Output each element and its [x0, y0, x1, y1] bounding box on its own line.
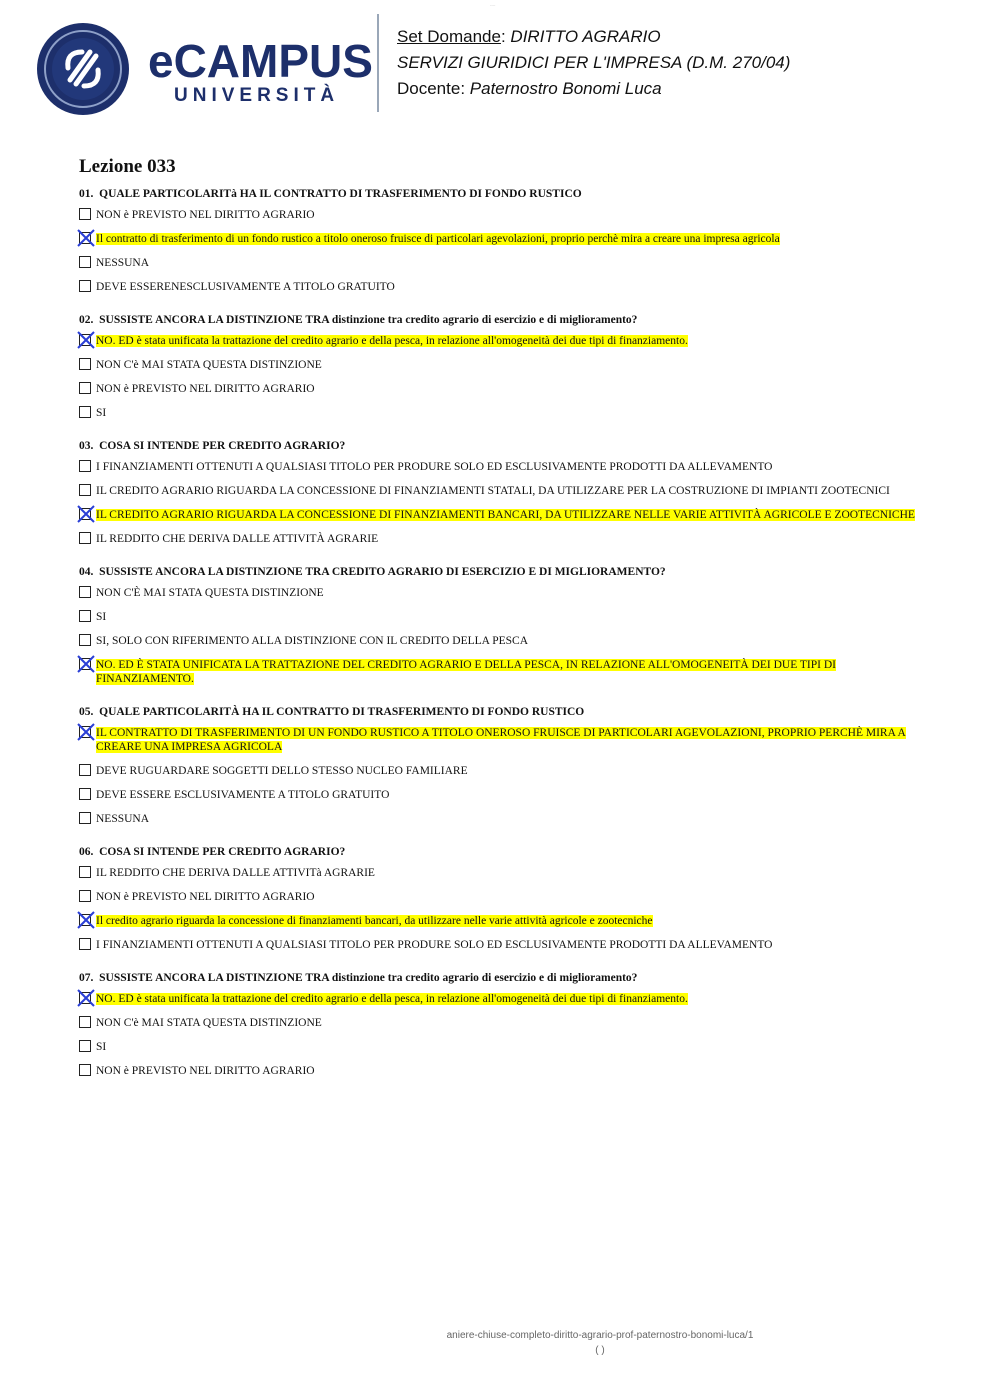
checked-x-icon: [76, 722, 96, 742]
answer-text: IL REDDITO CHE DERIVA DALLE ATTIVITÀ AGRARIE: [96, 533, 379, 545]
checkbox[interactable]: [79, 1040, 91, 1052]
question-title: [79, 846, 919, 858]
selected-answer-text: Il contratto di trasferimento di un fondo rustico a titolo oneroso fruisce di particolari agevolazioni, proprio perchè mira a creare una impresa agricola: [96, 233, 780, 245]
checkbox[interactable]: [79, 866, 91, 878]
checkbox[interactable]: [79, 634, 91, 646]
checkbox[interactable]: [79, 382, 91, 394]
course-info: [397, 24, 790, 102]
question-text: SUSSISTE ANCORA LA DISTINZIONE TRA distinzione tra credito agrario di esercizio e di miglioramento?: [99, 314, 638, 326]
logo-main-text: eCAMPUS: [148, 35, 373, 87]
selected-answer-text: Il credito agrario riguarda la concessione di finanziamenti bancari, da utilizzare nelle varie attività agricole e zootecniche: [96, 915, 653, 927]
question-block: [79, 188, 919, 294]
question-number: 03.: [79, 440, 94, 452]
answer-text: SI: [96, 407, 107, 419]
question-text: COSA SI INTENDE PER CREDITO AGRARIO?: [99, 440, 346, 452]
answer-option[interactable]: [79, 460, 919, 474]
answer-text: NON è PREVISTO NEL DIRITTO AGRARIO: [96, 891, 315, 903]
question-text: COSA SI INTENDE PER CREDITO AGRARIO?: [99, 846, 346, 858]
answer-option[interactable]: [79, 484, 919, 498]
question-title: [79, 972, 919, 984]
answer-option[interactable]: [79, 280, 919, 294]
question-title: [79, 188, 919, 200]
question-block: [79, 314, 919, 420]
question-title: [79, 314, 919, 326]
set-value: DIRITTO AGRARIO: [510, 27, 661, 46]
checkbox[interactable]: [79, 460, 91, 472]
checked-x-icon: [76, 330, 96, 350]
checked-x-icon: [76, 988, 96, 1008]
answer-option[interactable]: [79, 586, 919, 600]
set-separator: :: [500, 27, 506, 46]
question-number: 02.: [79, 314, 94, 326]
checkbox[interactable]: [79, 532, 91, 544]
answer-text: DEVE ESSERE ESCLUSIVAMENTE A TITOLO GRATUITO: [96, 789, 390, 801]
selected-answer-text: IL CREDITO AGRARIO RIGUARDA LA CONCESSIONE DI FINANZIAMENTI BANCARI, DA UTILIZZARE NELLE VARIE ATTIVITÀ AGRICOLE E ZOOTECNICHE: [96, 509, 915, 521]
checkbox[interactable]: [79, 406, 91, 418]
answer-option[interactable]: [79, 890, 919, 904]
answer-option[interactable]: [79, 634, 919, 648]
answer-text: NESSUNA: [96, 257, 150, 269]
answer-text: NON è PREVISTO NEL DIRITTO AGRARIO: [96, 209, 315, 221]
checked-x-icon: [76, 910, 96, 930]
answer-option[interactable]: [79, 1040, 919, 1054]
checkbox[interactable]: [79, 280, 91, 292]
question-title: [79, 440, 919, 452]
checked-x-icon: [76, 504, 96, 524]
question-text: QUALE PARTICOLARITà HA IL CONTRATTO DI TRASFERIMENTO DI FONDO RUSTICO: [99, 188, 582, 200]
answer-text: NON è PREVISTO NEL DIRITTO AGRARIO: [96, 1065, 315, 1077]
answer-option[interactable]: [79, 532, 919, 546]
checkbox[interactable]: [79, 938, 91, 950]
page-header: [0, 0, 1000, 120]
question-number: 04.: [79, 566, 94, 578]
teacher-label: Docente:: [397, 79, 466, 98]
answer-text: NON C'è MAI STATA QUESTA DISTINZIONE: [96, 1017, 322, 1029]
answer-text: DEVE ESSERENESCLUSIVAMENTE A TITOLO GRATUITO: [96, 281, 395, 293]
answer-text: I FINANZIAMENTI OTTENUTI A QUALSIASI TITOLO PER PRODURE SOLO ED ESCLUSIVAMENTE PRODOTTI DA ALLEVAMENTO: [96, 939, 773, 951]
page-footer: [380, 1328, 820, 1358]
answer-text: IL REDDITO CHE DERIVA DALLE ATTIVITà AGRARIE: [96, 867, 375, 879]
checkbox[interactable]: [79, 484, 91, 496]
answer-option[interactable]: [79, 208, 919, 222]
answer-text: SI, SOLO CON RIFERIMENTO ALLA DISTINZIONE CON IL CREDITO DELLA PESCA: [96, 635, 528, 647]
answer-text: NESSUNA: [96, 813, 150, 825]
answer-option[interactable]: [79, 812, 919, 826]
checkbox[interactable]: [79, 788, 91, 800]
question-number: 07.: [79, 972, 94, 984]
selected-answer-text: NO. ED è stata unificata la trattazione del credito agrario e della pesca, in relazione all'omogeneità dei due tipi di finanziamento.: [96, 993, 688, 1005]
question-text: QUALE PARTICOLARITÀ HA IL CONTRATTO DI TRASFERIMENTO DI FONDO RUSTICO: [99, 706, 585, 718]
checkbox[interactable]: [79, 1016, 91, 1028]
question-number: 05.: [79, 706, 94, 718]
checkbox[interactable]: [79, 358, 91, 370]
answer-option[interactable]: [79, 938, 919, 952]
answer-option[interactable]: [79, 406, 919, 420]
question-number: 06.: [79, 846, 94, 858]
answer-option[interactable]: [79, 1016, 919, 1030]
selected-answer-text: IL CONTRATTO DI TRASFERIMENTO DI UN FONDO RUSTICO A TITOLO ONEROSO FRUISCE DI PARTICOLARI AGEVOLAZIONI, PROPRIO PERCHÈ MIRA A CREARE UNA IMPRESA AGRICOLA: [96, 727, 906, 753]
answer-text: IL CREDITO AGRARIO RIGUARDA LA CONCESSIONE DI FINANZIAMENTI STATALI, DA UTILIZZARE PER LA COSTRUZIONE DI IMPIANTI ZOOTECNICI: [96, 485, 890, 497]
question-block: [79, 972, 919, 1078]
question-block: [79, 846, 919, 952]
answer-text: SI: [96, 1041, 107, 1053]
answer-text: SI: [96, 611, 107, 623]
top-mark: ----: [490, 2, 496, 7]
checkbox[interactable]: [79, 890, 91, 902]
footer-path: aniere-chiuse-completo-diritto-agrario-prof-paternostro-bonomi-luca/1: [446, 1330, 754, 1341]
answer-option[interactable]: [79, 334, 919, 348]
ecampus-seal-icon: [36, 22, 130, 116]
checked-x-icon: [76, 228, 96, 248]
logo-sub-text: UNIVERSITÀ: [174, 85, 340, 106]
answer-text: NON C'è MAI STATA QUESTA DISTINZIONE: [96, 359, 322, 371]
answer-option[interactable]: [79, 358, 919, 372]
answer-option[interactable]: [79, 914, 919, 928]
checkbox[interactable]: [79, 256, 91, 268]
answer-option[interactable]: [79, 866, 919, 880]
set-label: Set Domande: [397, 27, 501, 46]
teacher-name: Paternostro Bonomi Luca: [469, 79, 662, 98]
question-text: SUSSISTE ANCORA LA DISTINZIONE TRA distinzione tra credito agrario di esercizio e di miglioramento?: [99, 972, 638, 984]
answer-option[interactable]: [79, 764, 919, 778]
selected-answer-text: NO. ED è stata unificata la trattazione del credito agrario e della pesca, in relazione all'omogeneità dei due tipi di finanziamento.: [96, 335, 688, 347]
checkbox[interactable]: [79, 610, 91, 622]
question-block: [79, 440, 919, 546]
answer-option[interactable]: [79, 610, 919, 624]
question-list: [79, 188, 919, 1078]
checkbox[interactable]: [79, 586, 91, 598]
answer-option[interactable]: [79, 658, 919, 686]
checkbox[interactable]: [79, 1064, 91, 1076]
ecampus-logo: [148, 35, 373, 108]
answer-text: I FINANZIAMENTI OTTENUTI A QUALSIASI TITOLO PER PRODURE SOLO ED ESCLUSIVAMENTE PRODOTTI DA ALLEVAMENTO: [96, 461, 773, 473]
answer-text: NON è PREVISTO NEL DIRITTO AGRARIO: [96, 383, 315, 395]
course-name: SERVIZI GIURIDICI PER L'IMPRESA (D.M. 270/04): [397, 53, 791, 72]
answer-option[interactable]: [79, 232, 919, 246]
quiz-content: [79, 156, 919, 1098]
checkbox[interactable]: [79, 208, 91, 220]
selected-answer-text: NO. ED È STATA UNIFICATA LA TRATTAZIONE DEL CREDITO AGRARIO E DELLA PESCA, IN RELAZIONE ALL'OMOGENEITÀ DEI DUE TIPI DI FINANZIAMENTO.: [96, 659, 836, 685]
question-text: SUSSISTE ANCORA LA DISTINZIONE TRA CREDITO AGRARIO DI ESERCIZIO E DI MIGLIORAMENTO?: [99, 566, 666, 578]
answer-option[interactable]: [79, 992, 919, 1006]
checked-x-icon: [76, 654, 96, 674]
question-block: [79, 566, 919, 686]
question-number: 01.: [79, 188, 94, 200]
footer-paren: ( ): [595, 1345, 605, 1356]
lesson-title: Lezione 033: [79, 156, 176, 177]
question-block: [79, 706, 919, 826]
checkbox[interactable]: [79, 764, 91, 776]
question-title: [79, 706, 919, 718]
question-title: [79, 566, 919, 578]
answer-text: DEVE RUGUARDARE SOGGETTI DELLO STESSO NUCLEO FAMILIARE: [96, 765, 468, 777]
checkbox[interactable]: [79, 812, 91, 824]
answer-option[interactable]: [79, 1064, 919, 1078]
answer-option[interactable]: [79, 788, 919, 802]
answer-text: NON C'È MAI STATA QUESTA DISTINZIONE: [96, 587, 324, 599]
header-divider: [377, 14, 379, 112]
answer-option[interactable]: [79, 726, 919, 754]
answer-option[interactable]: [79, 508, 919, 522]
answer-option[interactable]: [79, 256, 919, 270]
answer-option[interactable]: [79, 382, 919, 396]
